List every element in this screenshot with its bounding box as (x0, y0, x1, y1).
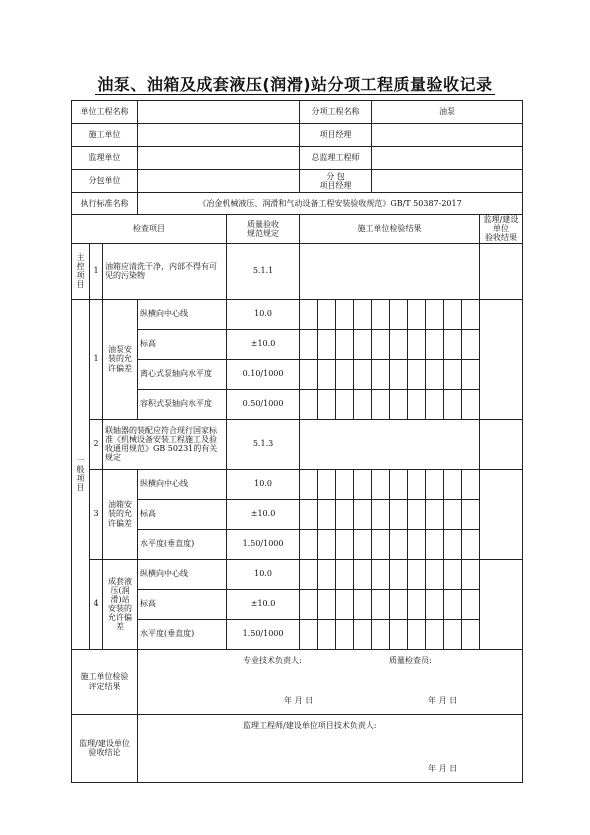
inspection-record-table (71, 100, 523, 783)
qc-label: 质量检查员: (389, 655, 432, 665)
supervisor-field[interactable] (138, 147, 300, 170)
check-cell[interactable] (462, 299, 480, 329)
item-description: 油箱应清洗干净，内部不得有可见的污染物 (103, 243, 227, 299)
check-cell[interactable] (336, 559, 354, 589)
supervisor-result-cell[interactable] (480, 243, 523, 299)
check-cell[interactable] (354, 559, 372, 589)
check-cell[interactable] (426, 359, 444, 389)
general-row (72, 499, 523, 529)
item-spec: 1.50/1000 (227, 529, 300, 559)
check-cell[interactable] (372, 299, 390, 329)
contractor-eval-row (72, 649, 523, 714)
header-row-subcontractor (72, 170, 523, 193)
supervisor-sign-label: 监理工程师/建设单位项目技术负责人: (243, 720, 377, 730)
check-cell[interactable] (426, 589, 444, 619)
date-label: 年 月 日 (428, 763, 458, 773)
pm-label: 项目经理 (300, 124, 372, 147)
item-spec: 5.1.1 (227, 243, 300, 299)
check-cell[interactable] (390, 389, 408, 419)
sub-pm-label: 分 包 项目经理 (300, 170, 372, 193)
check-cell[interactable] (318, 589, 336, 619)
check-cell[interactable] (372, 619, 390, 649)
contractor-eval-label: 施工单位检验 评定结果 (72, 649, 138, 714)
check-cell[interactable] (408, 299, 426, 329)
general-row (72, 589, 523, 619)
sub-pm-field[interactable] (372, 170, 523, 193)
check-cell[interactable] (300, 559, 318, 589)
check-cell[interactable] (300, 589, 318, 619)
check-cell[interactable] (390, 559, 408, 589)
item-description: 纵横向中心线 (138, 559, 227, 589)
date-label: 年 月 日 (428, 695, 458, 705)
chief-supervisor-field[interactable] (372, 147, 523, 170)
check-cell[interactable] (444, 589, 462, 619)
check-cell[interactable] (462, 559, 480, 589)
check-cell[interactable] (462, 589, 480, 619)
check-cell[interactable] (372, 529, 390, 559)
general-row (72, 469, 523, 499)
contractor-eval-field[interactable] (138, 649, 523, 714)
check-cell[interactable] (318, 559, 336, 589)
supervisor-conclusion-row (72, 714, 523, 782)
item-description: 纵横向中心线 (138, 469, 227, 499)
general-row (72, 619, 523, 649)
check-cell[interactable] (390, 619, 408, 649)
supervisor-conclusion-label: 监理/建设单位 验收结论 (72, 714, 138, 782)
check-cell[interactable] (336, 499, 354, 529)
check-cell[interactable] (300, 529, 318, 559)
date-label: 年 月 日 (284, 695, 314, 705)
unit-project-label: 单位工程名称 (72, 101, 138, 124)
check-cell[interactable] (354, 299, 372, 329)
check-cell[interactable] (354, 389, 372, 419)
standard-label: 执行标准名称 (72, 193, 138, 215)
col-supervisor-result: 监理/建设单位 验收结果 (480, 215, 523, 244)
check-cell[interactable] (372, 469, 390, 499)
group-name: 油泵安 装的允 许偏差 (103, 299, 138, 419)
col-check-item: 检查项目 (72, 215, 227, 244)
check-cell[interactable] (390, 499, 408, 529)
check-cell[interactable] (390, 359, 408, 389)
check-cell[interactable] (426, 499, 444, 529)
check-cell[interactable] (300, 619, 318, 649)
check-cell[interactable] (408, 559, 426, 589)
item-description: 纵横向中心线 (138, 299, 227, 329)
item-description: 容积式泵轴向水平度 (138, 389, 227, 419)
check-cell[interactable] (354, 499, 372, 529)
check-cell[interactable] (426, 329, 444, 359)
supervisor-result-cell[interactable] (480, 299, 523, 419)
check-cell[interactable] (372, 499, 390, 529)
item-spec: ±10.0 (227, 499, 300, 529)
check-cell[interactable] (336, 469, 354, 499)
item-description: 离心式泵轴向水平度 (138, 359, 227, 389)
check-cell[interactable] (462, 329, 480, 359)
supervisor-result-cell[interactable] (480, 559, 523, 649)
item-description: 标高 (138, 589, 227, 619)
check-cell[interactable] (444, 359, 462, 389)
check-cell[interactable] (354, 589, 372, 619)
general-category: 一 般 项 目 (72, 299, 90, 649)
check-cell[interactable] (336, 329, 354, 359)
subcontractor-field[interactable] (138, 170, 300, 193)
check-cell[interactable] (300, 359, 318, 389)
check-cell[interactable] (444, 559, 462, 589)
contractor-result-cell[interactable] (300, 419, 480, 469)
check-cell[interactable] (318, 499, 336, 529)
item-spec: 10.0 (227, 299, 300, 329)
check-cell[interactable] (354, 359, 372, 389)
general-row (72, 529, 523, 559)
item-spec: 5.1.3 (227, 419, 300, 469)
unit-project-field[interactable] (138, 101, 300, 124)
general-row (72, 559, 523, 589)
check-cell[interactable] (300, 329, 318, 359)
check-cell[interactable] (408, 499, 426, 529)
check-cell[interactable] (336, 389, 354, 419)
check-cell[interactable] (390, 469, 408, 499)
check-cell[interactable] (462, 389, 480, 419)
general-row (72, 419, 523, 469)
check-cell[interactable] (444, 389, 462, 419)
group-no: 4 (90, 559, 103, 649)
check-cell[interactable] (444, 619, 462, 649)
check-cell[interactable] (336, 589, 354, 619)
supervisor-conclusion-field[interactable] (138, 714, 523, 782)
check-cell[interactable] (372, 329, 390, 359)
item-spec: 1.50/1000 (227, 619, 300, 649)
check-cell[interactable] (444, 529, 462, 559)
check-cell[interactable] (336, 359, 354, 389)
group-no: 1 (90, 299, 103, 419)
check-cell[interactable] (390, 589, 408, 619)
page-title: 油泵、油箱及成套液压(润滑)站分项工程质量验收记录 (97, 75, 493, 94)
check-cell[interactable] (336, 299, 354, 329)
check-cell[interactable] (462, 499, 480, 529)
col-contractor-result: 施工单位检验结果 (300, 215, 480, 244)
header-row-standard (72, 193, 523, 215)
check-cell[interactable] (426, 389, 444, 419)
supervisor-result-cell[interactable] (480, 419, 523, 469)
check-cell[interactable] (462, 359, 480, 389)
general-row (72, 389, 523, 419)
group-no: 3 (90, 469, 103, 559)
check-cell[interactable] (300, 389, 318, 419)
contractor-field[interactable] (138, 124, 300, 147)
check-cell[interactable] (408, 359, 426, 389)
general-row (72, 329, 523, 359)
check-cell[interactable] (354, 329, 372, 359)
check-cell[interactable] (408, 619, 426, 649)
check-cell[interactable] (372, 389, 390, 419)
check-cell[interactable] (318, 359, 336, 389)
check-cell[interactable] (444, 299, 462, 329)
check-cell[interactable] (318, 529, 336, 559)
column-header-row (72, 215, 523, 244)
check-cell[interactable] (372, 359, 390, 389)
header-row-supervisor (72, 147, 523, 170)
supervisor-label: 监理单位 (72, 147, 138, 170)
check-cell[interactable] (426, 529, 444, 559)
main-control-category: 主 控 项 目 (72, 243, 90, 299)
main-control-row (72, 243, 523, 299)
check-cell[interactable] (336, 619, 354, 649)
item-spec: 0.50/1000 (227, 389, 300, 419)
check-cell[interactable] (390, 329, 408, 359)
group-no: 2 (90, 419, 103, 469)
check-cell[interactable] (408, 329, 426, 359)
check-cell[interactable] (300, 499, 318, 529)
contractor-result-cell[interactable] (300, 243, 480, 299)
check-cell[interactable] (426, 299, 444, 329)
check-cell[interactable] (444, 469, 462, 499)
item-description: 标高 (138, 329, 227, 359)
item-spec: ±10.0 (227, 589, 300, 619)
check-cell[interactable] (354, 619, 372, 649)
check-cell[interactable] (336, 529, 354, 559)
item-description: 水平度(垂直度) (138, 619, 227, 649)
contractor-label: 施工单位 (72, 124, 138, 147)
check-cell[interactable] (408, 389, 426, 419)
check-cell[interactable] (408, 469, 426, 499)
group-name: 成套液 压(润 滑)站 安装的 允许偏 差 (103, 559, 138, 649)
tech-lead-label: 专业技术负责人: (243, 655, 302, 665)
subcontractor-label: 分包单位 (72, 170, 138, 193)
item-spec: 10.0 (227, 469, 300, 499)
item-spec: 10.0 (227, 559, 300, 589)
chief-supervisor-label: 总监理工程师 (300, 147, 372, 170)
check-cell[interactable] (300, 469, 318, 499)
check-cell[interactable] (300, 299, 318, 329)
check-cell[interactable] (426, 469, 444, 499)
check-cell[interactable] (444, 329, 462, 359)
check-cell[interactable] (318, 299, 336, 329)
general-row (72, 299, 523, 329)
check-cell[interactable] (408, 589, 426, 619)
check-cell[interactable] (354, 529, 372, 559)
item-spec: 0.10/1000 (227, 359, 300, 389)
check-cell[interactable] (318, 389, 336, 419)
check-cell[interactable] (318, 619, 336, 649)
check-cell[interactable] (462, 529, 480, 559)
check-cell[interactable] (426, 619, 444, 649)
pm-field[interactable] (372, 124, 523, 147)
check-cell[interactable] (318, 329, 336, 359)
standard-value: 《冶金机械液压、润滑和气动设备工程安装验收规范》GB/T 50387-2017 (138, 193, 523, 215)
check-cell[interactable] (462, 619, 480, 649)
item-description: 标高 (138, 499, 227, 529)
check-cell[interactable] (354, 469, 372, 499)
check-cell[interactable] (462, 469, 480, 499)
general-row (72, 359, 523, 389)
item-spec: ±10.0 (227, 329, 300, 359)
header-row-unit-project (72, 101, 523, 124)
check-cell[interactable] (390, 529, 408, 559)
check-cell[interactable] (390, 299, 408, 329)
check-cell[interactable] (372, 589, 390, 619)
header-row-contractor (72, 124, 523, 147)
col-quality-spec: 质量验收 规范规定 (227, 215, 300, 244)
item-description: 联轴器的装配应符合现行国家标准《机械设备安装工程施工及验收通用规范》GB 50231的有关规定 (103, 419, 227, 469)
group-name: 油箱安 装的允 许偏差 (103, 469, 138, 559)
item-description: 水平度(垂直度) (138, 529, 227, 559)
sub-project-label: 分项工程名称 (300, 101, 372, 124)
item-no: 1 (90, 243, 103, 299)
check-cell[interactable] (426, 559, 444, 589)
sub-project-value[interactable]: 油泵 (372, 101, 523, 124)
check-cell[interactable] (408, 529, 426, 559)
supervisor-result-cell[interactable] (480, 469, 523, 559)
check-cell[interactable] (372, 559, 390, 589)
check-cell[interactable] (444, 499, 462, 529)
check-cell[interactable] (318, 469, 336, 499)
